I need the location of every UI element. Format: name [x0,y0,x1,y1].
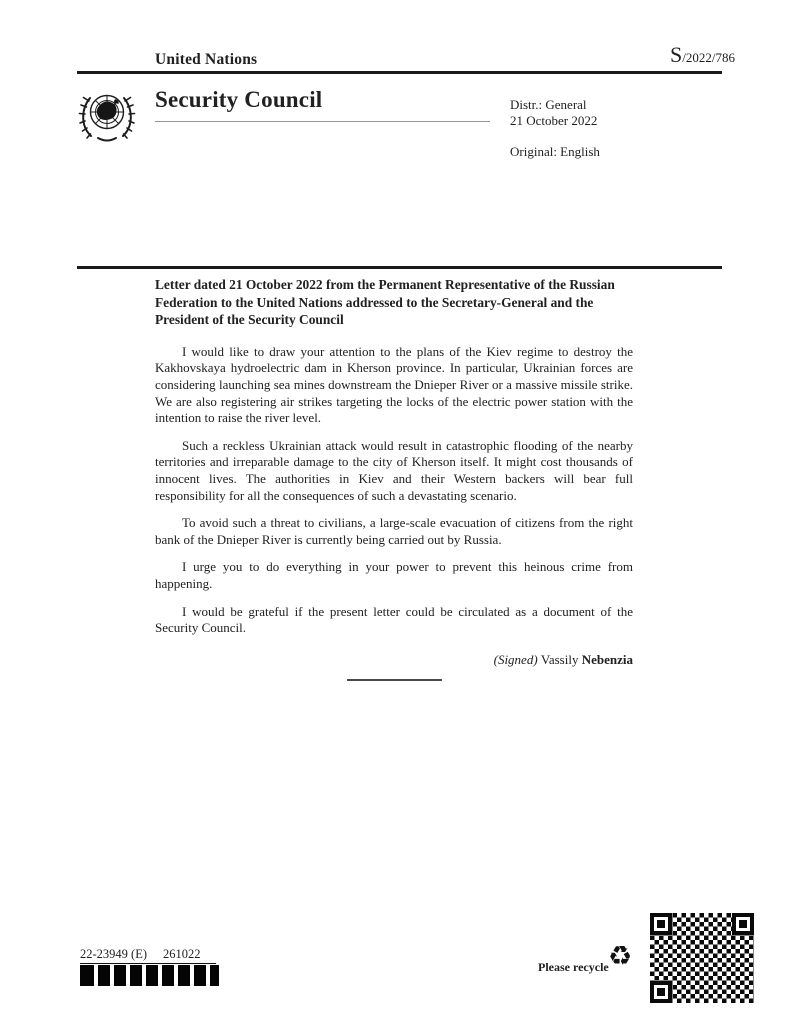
organ-underline [155,121,490,122]
date-line: 21 October 2022 [510,113,598,128]
qr-finder-pattern [650,913,672,935]
letter-paragraph: I urge you to do everything in your power to prevent this heinous crime from happening. [155,559,633,591]
header-rule [77,71,722,74]
job-number-line [80,947,216,964]
signature-line [155,652,633,669]
letter-body [155,276,633,668]
footer-right [538,905,760,1005]
signatory-given-name: Vassily [540,651,579,667]
letter-paragraph: Such a reckless Ukrainian attack would result in catastrophic flooding of the nearby territories and irreparable damage to the city of Kherson itself. It might cost thousands of innocent lives. The authorities in Kiev and their Western backers will bear full responsibility for all the consequences of such a devastating scenario. [155,437,633,503]
recycle-icon: ♻ [608,941,633,972]
letter-paragraph: I would like to draw your attention to the plans of the Kiev regime to destroy the Kakhovskaya hydroelectric dam in Kherson province. In particular, Ukrainian forces are considering launching sea mines downstream the Dnieper River or a massive missile strike. We are also registering air strikes targeting the locks of the electric power station with the intention to raise the river level. [155,343,633,426]
letter-title: Letter dated 21 October 2022 from the Permanent Representative of the Russian Federation to the United Nations addressed to the Secretary-General and the President of the Security Council [155,277,615,328]
un-label: United Nations [155,51,258,68]
recycle-label: Please recycle [538,960,609,974]
document-symbol [670,42,735,68]
letter-paragraph: I would be grateful if the present letter could be circulated as a document of the Security Council. [155,603,633,636]
document-symbol-prefix: S [670,42,683,67]
qr-code-image [650,913,754,1003]
job-number: 22-23949 (E) [80,947,147,961]
un-emblem-icon [77,84,137,151]
qr-finder-pattern [732,913,754,935]
signed-label: (Signed) [493,651,538,667]
title-rule [77,266,722,269]
document-symbol-number: /2022/786 [682,50,735,65]
footer-left [80,947,220,986]
distribution-block [510,97,600,160]
letter-paragraph: To avoid such a threat to civilians, a large-scale evacuation of citizens from the right bank of the Dnieper River is currently being carried out by Russia. [155,515,633,547]
distr-line: Distr.: General [510,97,587,112]
end-of-letter-rule [347,679,442,681]
footer-date-code: 261022 [163,947,201,961]
barcode-image [80,965,219,986]
organ-title: Security Council [155,87,323,112]
signatory-family-name: Nebenzia [581,651,633,667]
qr-finder-pattern [650,981,672,1003]
original-language-line: Original: English [510,144,600,159]
